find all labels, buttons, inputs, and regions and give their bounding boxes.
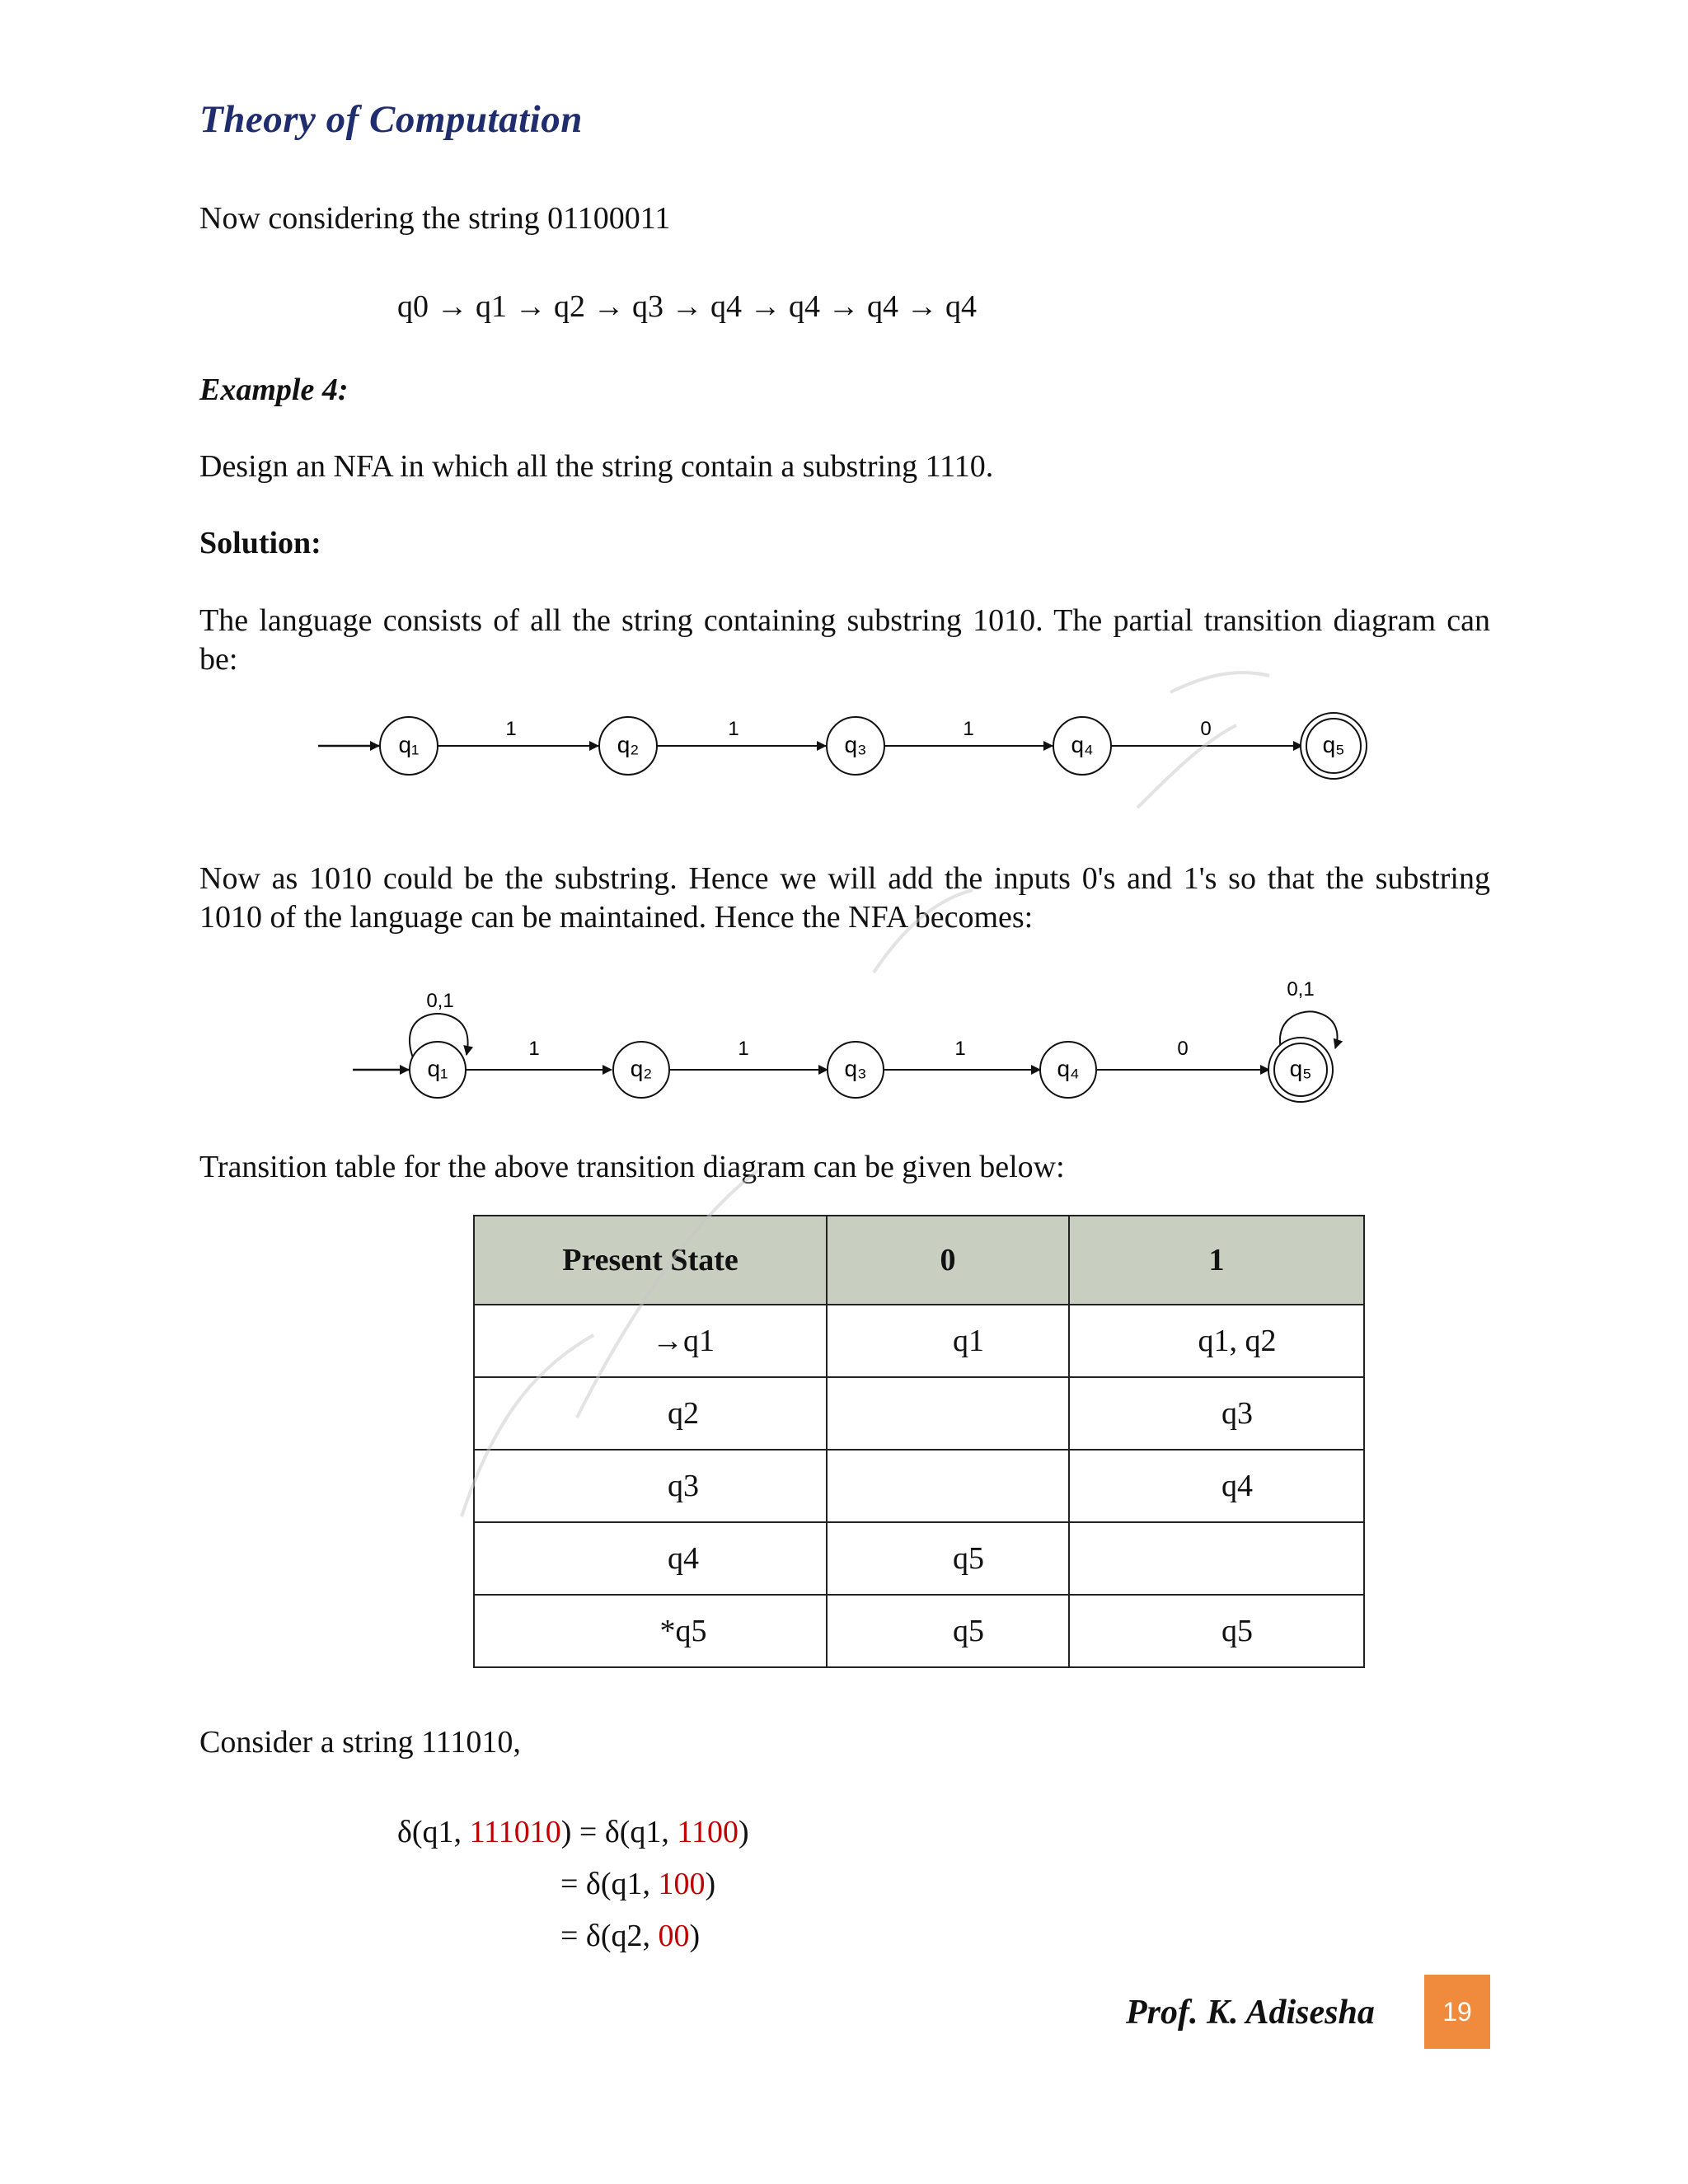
table-cell: [827, 1377, 1069, 1450]
table-row: [474, 1595, 1364, 1667]
edge-label: 1: [528, 1038, 540, 1060]
table-cell: q1: [827, 1305, 1069, 1377]
table-cell: q5: [1069, 1595, 1364, 1667]
consider-string-text: Consider a string 111010,: [199, 1725, 521, 1760]
table-cell: q3: [474, 1450, 827, 1522]
table-cell: [827, 1450, 1069, 1522]
derivation-text: = δ(q2,: [560, 1919, 659, 1953]
table-cell: q1, q2: [1069, 1305, 1364, 1377]
page-number: 19: [1424, 1975, 1490, 2049]
derivation-text: ): [689, 1919, 701, 1953]
derivation-highlight: 111010: [469, 1815, 561, 1849]
table-cell: *q5: [474, 1595, 827, 1667]
edge-label: 1: [738, 1038, 749, 1060]
edge-label: 1: [963, 718, 974, 740]
state-label: q₃: [844, 1056, 867, 1081]
page-header-title: Theory of Computation: [199, 98, 583, 141]
table-cell: q5: [827, 1522, 1069, 1595]
table-row: [474, 1522, 1364, 1595]
nfa-transition-diagram: [0, 972, 1688, 1113]
column-header: 1: [1069, 1216, 1364, 1305]
table-header-row: [474, 1216, 1364, 1305]
state-label: q₁: [427, 1056, 448, 1081]
derivation-highlight: 00: [658, 1919, 690, 1953]
derivation-highlight: 1100: [677, 1815, 738, 1849]
table-row: [474, 1377, 1364, 1450]
derivation-line-3: [560, 1918, 700, 1954]
table-cell: →q1: [474, 1305, 827, 1377]
table-cell: q5: [827, 1595, 1069, 1667]
column-header: 0: [827, 1216, 1069, 1305]
edge-label: 1: [728, 718, 739, 740]
problem-statement: Design an NFA in which all the string contain a substring 1110.: [199, 449, 994, 484]
column-header: Present State: [474, 1216, 827, 1305]
edge-label: 1: [954, 1038, 966, 1060]
table-cell: q4: [474, 1522, 827, 1595]
derivation-text: = δ(q1,: [560, 1867, 659, 1901]
derivation-text: ): [738, 1815, 749, 1849]
footer-author: Prof. K. Adisesha: [1126, 1994, 1375, 2032]
solution-label: Solution:: [199, 526, 321, 560]
table-row: [474, 1305, 1364, 1377]
state-label: q₃: [844, 732, 867, 757]
state-label: q₄: [1057, 1056, 1080, 1081]
state-label: q₂: [617, 732, 640, 757]
state-label: q₄: [1071, 732, 1094, 757]
edge-label: 0: [1177, 1038, 1189, 1060]
derivation-text: ): [705, 1867, 716, 1901]
partial-transition-diagram: [0, 701, 1688, 799]
derivation-highlight: 100: [658, 1867, 706, 1901]
state-label: q₅: [1322, 732, 1345, 757]
transition-table: [473, 1215, 1365, 1668]
table-cell: q2: [474, 1377, 827, 1450]
state-label: q₁: [398, 732, 420, 757]
loop-label: 0,1: [426, 990, 454, 1012]
derivation-line-2: [560, 1866, 715, 1902]
edge-label: 0: [1200, 718, 1212, 740]
loop-label: 0,1: [1287, 978, 1315, 1001]
table-cell: [1069, 1522, 1364, 1595]
state-path: q0 → q1 → q2 → q3 → q4 → q4 → q4 → q4: [397, 289, 977, 324]
example-heading: Example 4:: [199, 373, 349, 407]
table-row: [474, 1450, 1364, 1522]
state-label: q₅: [1289, 1056, 1312, 1081]
table-cell: q3: [1069, 1377, 1364, 1450]
derivation-text: δ(q1,: [397, 1815, 470, 1849]
derivation-text: ) = δ(q1,: [560, 1815, 678, 1849]
table-cell: q4: [1069, 1450, 1364, 1522]
edge-label: 1: [505, 718, 517, 740]
derivation-line-1: [397, 1814, 749, 1850]
language-description: The language consists of all the string containing substring 1010. The partial transition diagram can be:: [199, 603, 1490, 677]
considering-string-text: Now considering the string 01100011: [199, 201, 671, 236]
state-label: q₂: [630, 1056, 653, 1081]
table-intro: Transition table for the above transition diagram can be given below:: [199, 1150, 1065, 1184]
maintain-description: Now as 1010 could be the substring. Hence we will add the inputs 0's and 1's so that the substring 1010 of the language can be maintained. Hence the NFA becomes:: [199, 861, 1490, 935]
